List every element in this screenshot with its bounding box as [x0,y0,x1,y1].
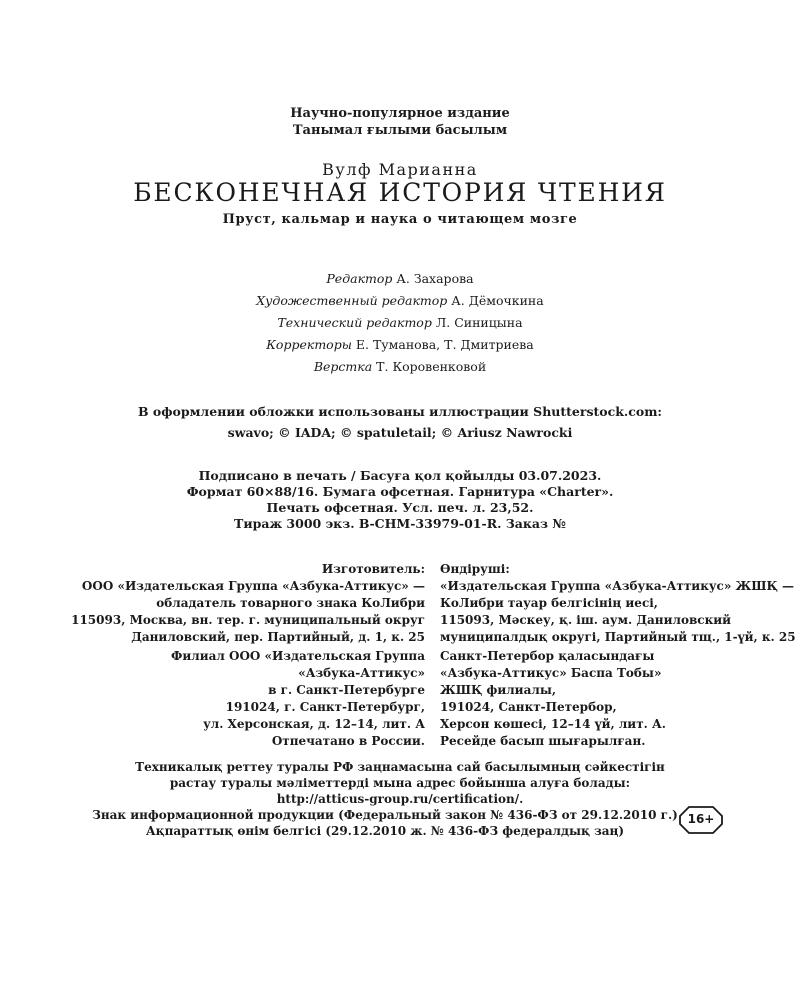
credit-role: Корректоры [266,337,352,352]
credit-name: Т. Коровенковой [376,359,487,374]
cover-illustration-note [0,401,800,443]
credit-line [0,290,800,312]
manufacturer-kz-line: муниципалдық округі, Партийный тщ., 1-үй, к. 25 [440,630,796,644]
branch-ru-line: ул. Херсонская, д. 12–14, лит. А [203,717,425,731]
manufacturer-ru-line: 115093, Москва, вн. тер. г. муниципальный округ [71,613,425,627]
branch-ru-line: Отпечатано в России. [271,734,425,748]
age-rating-badge [679,806,723,834]
branch-kz-line: Санкт-Петербор қаласындағы [440,649,655,663]
manufacturer-kz-line: 115093, Мәскеу, қ. іш. аум. Даниловский [440,613,732,627]
author: Вулф Марианна [322,160,478,179]
certification-note [0,759,800,807]
credit-line [0,356,800,378]
branch-ru-line: Филиал ООО «Издательская Группа [170,649,425,663]
credit-role: Художественный редактор [256,293,448,308]
book-title: БЕСКОНЕЧНАЯ ИСТОРИЯ ЧТЕНИЯ [133,178,667,207]
info-sign-line: Знак информационной продукции (Федеральный закон № 436-ФЗ от 29.12.2010 г.) [92,808,678,822]
info-sign-line: Ақпараттық өнім белгісі (29.12.2010 ж. № 436-ФЗ федералдық заң) [145,824,625,838]
manufacturer-ru [71,561,425,646]
print-info-line: Печать офсетная. Усл. печ. л. 23,52. [266,500,534,515]
edition-type [0,105,800,139]
manufacturer-ru-line: ООО «Издательская Группа «Азбука-Аттикус» — [81,579,425,593]
manufacturer-kz-line: Өндіруші: [440,562,510,576]
branch-kz-line: 191024, Санкт-Петербор, [440,700,617,714]
certification-line: растау туралы мәліметтерді мына адрес бойынша алуға болады: [169,776,631,790]
branch-kz-line: «Азбука-Аттикус» Баспа Тобы» [440,666,662,680]
edition-type-kz: Танымал ғылыми басылым [292,123,508,138]
edition-type-ru: Научно-популярное издание [290,106,510,121]
branch-ru-line: 191024, г. Санкт-Петербург, [225,700,425,714]
credits [0,268,800,378]
credit-role: Верстка [313,359,373,374]
credit-role: Редактор [326,271,393,286]
print-info-line: Тираж 3000 экз. В-СНМ-33979-01-R. Заказ № [234,516,566,531]
cover-note-line: В оформлении обложки использованы иллюстрации Shutterstock.com: [137,404,663,419]
credit-line [0,268,800,290]
branch-ru-line: в г. Санкт-Петербурге [268,683,425,697]
certification-line: Техникалық реттеу туралы РФ заңнамасына сай басылымның сәйкестігін [135,760,665,774]
cover-note-line: swavo; © IADA; © spatuletail; © Ariusz Nawrocki [227,425,573,440]
manufacturer-kz [440,561,796,646]
certification-url: http://atticus-group.ru/certification/. [276,792,524,806]
branch-ru-line: «Азбука-Аттикус» [298,666,425,680]
book-subtitle: Пруст, кальмар и наука о читающем мозге [222,212,578,227]
age-rating-label: 16+ [687,812,715,826]
manufacturer-ru-line: Изготовитель: [321,562,425,576]
credit-role: Технический редактор [277,315,432,330]
print-info [0,468,800,532]
credit-name: Е. Туманова, Т. Дмитриева [355,337,534,352]
print-info-line: Формат 60×88/16. Бумага офсетная. Гарнитура «Charter». [186,484,614,499]
credit-line [0,334,800,356]
branch-kz-line: ЖШҚ филиалы, [440,683,557,697]
credit-name: Л. Синицына [435,315,523,330]
print-info-line: Подписано в печать / Басуға қол қойылды 03.07.2023. [198,468,602,483]
branch-kz [440,648,666,750]
credit-name: А. Захарова [396,271,474,286]
manufacturer-kz-line: «Издательская Группа «Азбука-Аттикус» ЖШҚ — [440,579,795,593]
manufacturer-ru-line: обладатель товарного знака КоЛибри [156,596,425,610]
branch-kz-line: Херсон көшесі, 12–14 үй, лит. А. [440,717,666,731]
credit-line [0,312,800,334]
credit-name: А. Дёмочкина [451,293,544,308]
manufacturer-kz-line: КоЛибри тауар белгісінің иесі, [440,596,658,610]
branch-ru [171,648,425,750]
manufacturer-ru-line: Даниловский, пер. Партийный, д. 1, к. 25 [131,630,425,644]
branch-kz-line: Ресейде басып шығарылған. [440,734,646,748]
